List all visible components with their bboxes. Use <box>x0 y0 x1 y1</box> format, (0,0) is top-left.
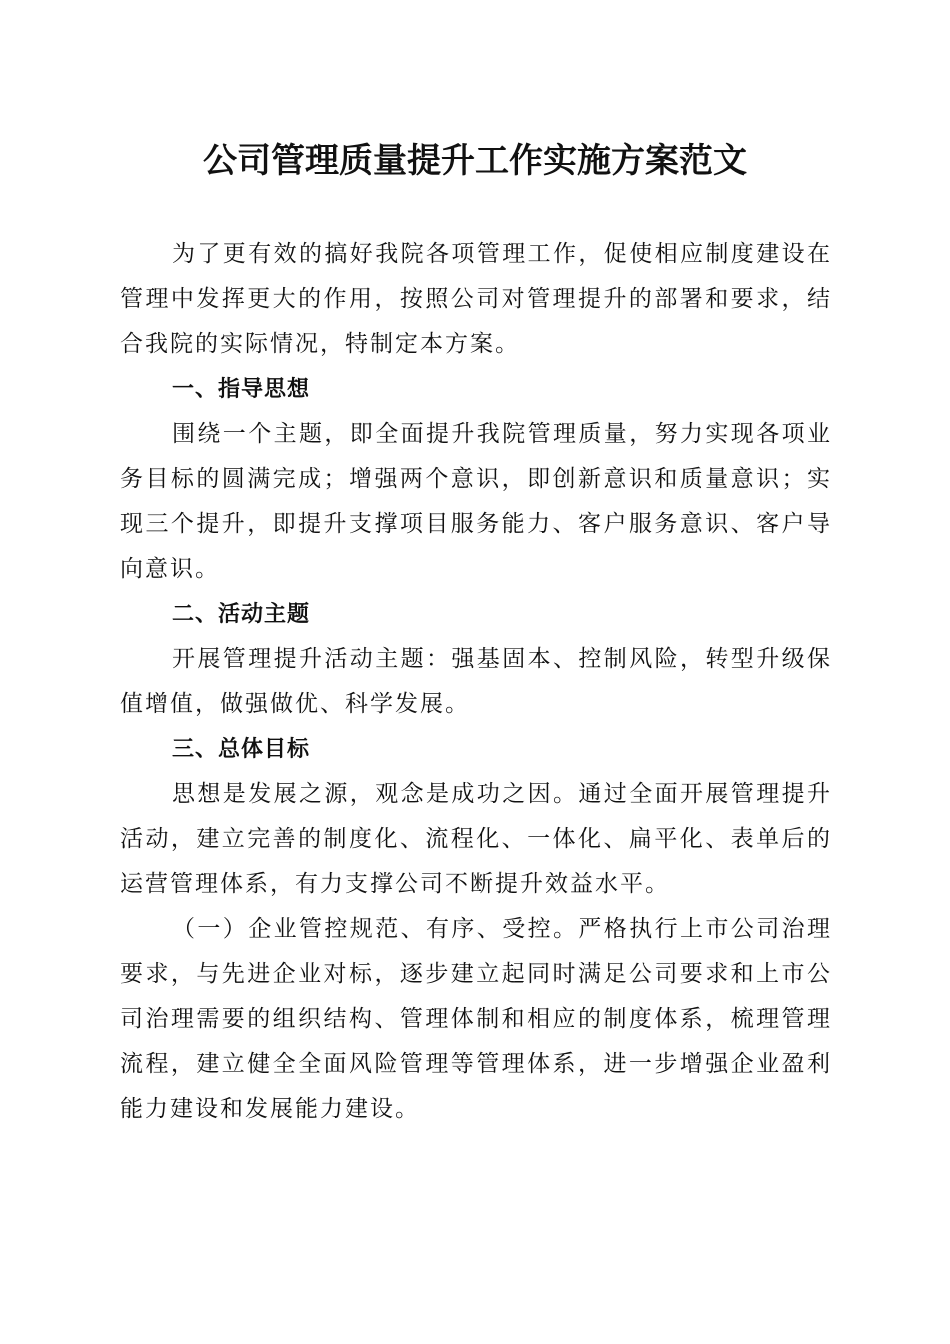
document-body <box>120 232 832 1132</box>
section-paragraph: 开展管理提升活动主题：强基固本、控制风险，转型升级保值增值，做强做优、科学发展。 <box>120 646 832 717</box>
section-guiding-thought <box>120 367 832 592</box>
section-heading: 二、活动主题 <box>172 602 311 627</box>
section-heading: 一、指导思想 <box>172 377 311 402</box>
intro-paragraph: 为了更有效的搞好我院各项管理工作，促使相应制度建设在管理中发挥更大的作用，按照公司对管理提升的部署和要求，结合我院的实际情况，特制定本方案。 <box>120 241 832 357</box>
document-title: 公司管理质量提升工作实施方案范文 <box>203 141 747 181</box>
section-paragraph: 围绕一个主题，即全面提升我院管理质量，努力实现各项业务目标的圆满完成；增强两个意识，即创新意识和质量意识；实现三个提升，即提升支撑项目服务能力、客户服务意识、客户导向意识。 <box>120 421 832 582</box>
section-heading: 三、总体目标 <box>172 737 311 762</box>
section-paragraph: （一）企业管控规范、有序、受控。严格执行上市公司治理要求，与先进企业对标，逐步建立起同时满足公司要求和上市公司治理需要的组织结构、管理体制和相应的制度体系，梳理管理流程，建立健全全面风险管理等管理体系，进一步增强企业盈利能力建设和发展能力建设。 <box>120 916 832 1122</box>
section-activity-theme <box>120 592 832 727</box>
section-paragraph: 思想是发展之源，观念是成功之因。通过全面开展管理提升活动，建立完善的制度化、流程化、一体化、扁平化、表单后的运营管理体系，有力支撑公司不断提升效益水平。 <box>120 781 832 897</box>
section-overall-goal <box>120 727 832 1132</box>
